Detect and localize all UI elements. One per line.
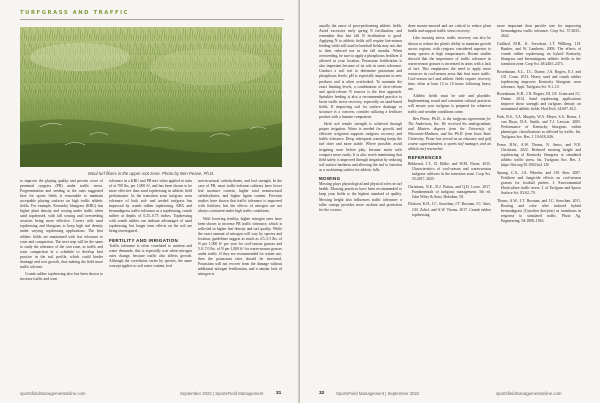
reference-item: Guillard, M.B., K. Sorochan, J.T. Willberg, J.H. Bunker, and W. Lamberts. 2008. The effects of crumb rubber topdressing on hybrid Kentucky bluegrass and bermudagrass athletic fields in the transition zone. Crop Sci. 48:2465–2473. xyxy=(497,41,581,66)
reference-item: Park, B.S., T.A. Murphy, W.A. Meyer, S.A. Bonos, J. van Duyn, D.A. Smith, and T.J. Lawson. 2005. Performance of Kentucky bluegrass within phenotypic classifications as affected by traffic. Int. Turfgrass Soc. Res. J. 10:618–626. xyxy=(497,115,581,140)
page-number xyxy=(276,390,281,396)
reference-item: Dickson, K.H., J.C. Sorochan, J.T. Brosnan, J.C. Stier, J.M. Zobel, and A.W. Thoms. 2017. Crumb rubber topdressing xyxy=(408,202,491,217)
turf-photo xyxy=(20,27,282,167)
footer-website: sportsfieldmanagementonline.com xyxy=(20,391,86,396)
reference-item: Rosenbaum, K.B., J.N. Rogers, III, J.E. Crum and J.C. Dunne. 2014. Sand topdressing applications improve shear strength and turfgrass density on maintained athletic fields. HortTech. 24:607–612. xyxy=(497,92,581,112)
page-number xyxy=(319,390,324,396)
paragraph: non-structural carbohydrates, and leaf strength. In the case of PR, most traffic-tolerant cultivars have lower leaf moisture content, higher total nonstructural carbohydrates, and higher lignin content. Previous studies have shown that traffic tolerance is improved with fertilizer, but the effects of nitrogen are not always consistent under high traffic conditions. xyxy=(198,179,282,214)
right-column-1 xyxy=(319,24,402,215)
running-head: TURFGRASS AND TRAFFIC xyxy=(20,10,130,16)
section-heading-mowing: MOWING xyxy=(319,175,341,181)
footer-issue: SportsField Management | September 2022 xyxy=(336,391,420,396)
page-number-text: 32 xyxy=(319,391,325,396)
reference-item: more important than particle size for improving bermudagrass traffic tolerance. Crop Sci. 57:2635–2642. xyxy=(497,24,581,39)
right-column-3 xyxy=(497,24,581,226)
left-column-3 xyxy=(198,179,282,280)
header-rule xyxy=(20,19,284,20)
paragraph: Athletic fields must be safe and playable. Implementing sound and consistent cultural practices will ensure your turfgrass is prepared for whatever traffic and weather conditions come. xyxy=(408,94,491,114)
reference-item: Bekkerud, J.T., D. Ehlke, and W.M. Nixon. 2015. Characteristics of cool-season and warm-season turfgrass cultivars in the transition zone. Crop Sci. 55:2017–2025. xyxy=(408,161,491,182)
left-column-2 xyxy=(109,179,192,272)
paragraph: Ideal soil tensile strength is achieved through proper irrigation. Water is needed for growth, and effective irrigation supports turfgrass recovery and traffic tolerance. Deep, infrequent watering keeps the turf drier and more stable. Where possible, avoid irrigating soon before play, because moist soils compact more easily. It is also worth mentioning that field safety is improved through irrigation by reducing soil surface hardness and allowing the turf to function as a cushioning surface for athletic falls. xyxy=(319,122,402,172)
paragraph: to improve the playing quality and percent cover of perennial ryegrass (PR) under traffic stress. Pregermination and seeding at the rates suggested here for sports fields is reasonable to maintain acceptable playing surfaces on high traffic athletic fields. For example, Kentucky bluegrass (KBG) has higher plant density and rooting under traffic when sand topdressed, with fall sowing and overseeding sessions being more effective. Covers with sand topdressing and bluegrass to keep high turf density under varying topdressing applications. The best athletic fields are maintained with low tolerance to wear and compaction. The next step will be the same to study the tolerance of the root zone, as traffic and wear compaction in a schedule to develop best practice in the soil profile, which could hinder drainage and root growth, thus making the field more traffic tolerant. xyxy=(20,179,103,269)
paragraph: Like mowing stress, traffic recovery can also be shown to reduce the plant's ability to maintain growth across regions, with ryegrass considered superior to many species at high temperatures. Recent studies showed that the importance of traffic tolerance in warm-season grasses is increased in areas with a lack of turf. This emphasizes the need to apply more resources in cool-season areas that host more traffic. Cool-season turf and athletic fields require recovery time, often at least 12 to 16 hours following heavy use. xyxy=(408,36,491,91)
paragraph: Mowing plays physiological and physical roles in turf health. Mowing practices have been recommended to keep your fields to the highest standard of quality. Mowing height also influences traffic tolerance: a taller canopy provides more cushion and protection for the crowns. xyxy=(319,182,402,212)
left-column-1 xyxy=(20,179,103,285)
right-page xyxy=(300,0,600,403)
page-number-text: 31 xyxy=(276,391,282,396)
author-bio: Ben Pease, Ph.D., is the turfgrass agronomist for The Andersons, Inc. He received his undergraduate and Masters degrees from the University of Wisconsin-Madison, and his Ph.D. from Iowa State University. Pease has served as an educator and golf course superintendent, a sports turf manager, and an athletic turf researcher. xyxy=(408,116,491,152)
photo-caption: Wool turf fibers in the upper root zone. Photo by Ben Pease, Ph.D. xyxy=(87,171,215,176)
paragraph: Crumb rubber topdressing also has been shown to increase traffic and wear xyxy=(20,272,103,282)
paragraph: Traffic tolerance is often correlated to nutrient and water demands; this is especially true when nitrogen rates change, because traffic also affects growth. Although the correlation varies by species, the same concept applies to soil water content, leaf xyxy=(109,244,192,269)
footer-website: sportsfieldmanagementonline.com xyxy=(496,391,562,396)
paragraph: tolerance in a KBG and PR mix when applied at rates of at 700 lbs. per 1,000 ft², and has been shown to be more effective than sand topdressing in athletic field performance. In the transition zone turfgrass wear tolerance of both sod- and seeded turfgrass has improved by crumb rubber topdressing. KBG and bermudagrass traffic tolerance as a topdressing, crumb rubber at depths of 0.25–0.75 inches. Topdressing with crumb rubber can indicate advantages of sand topdressing, but longer term effects on the soil are being investigated. xyxy=(109,179,192,234)
paragraph: done mosaic-mowed and are critical to reduce plant health and support traffic stress recovery. xyxy=(408,24,491,34)
reference-item: Rosenbaum, A.L., J.C. Dunne, J.A. Rogers, E.J. and J.D. Crum. 2013. Heavy sand and crumb rubber topdressing improves Kentucky bluegrass wear tolerance. Appl. Turfgrass Sci. 8:1–10. xyxy=(497,69,581,89)
paragraph: With lowering fertility, higher nitrogen rates have been shown to increase PR traffic tolerance, which is reflected in higher leaf density and turf quality. While the exact amount of nitrogen will vary by species and location, guidelines suggest as much as 4.5–5.5 lbs. of N per 1,000 ft² per year for cool-season grasses and 5.0–7.0 lbs. of N per 1,000 ft² for warm-season grasses under traffic. If they are recommended for winter use, then the potassium rates should be increased. Potassium will not recover from the damage without additional nitrogen fertilization, and a similar lack of nitrogen is xyxy=(198,216,282,277)
right-column-2 xyxy=(408,24,491,220)
reference-item: Sprang, C.A., J.A. Wheeler, and J.W. Stier. 2007. Fertilizer and fungicide effects on cool-season grasses for football pitches. J. Environmental Horticulture traffic stress. J. of Turfgrass and Sports Surface Sci. 83:62–70. xyxy=(497,170,581,195)
section-heading-fertility: FERTILITY AND IRRIGATION xyxy=(109,237,179,243)
footer-issue: September 2022 | SportsField Management xyxy=(180,391,264,396)
reference-item: Pease, B.W., A.W. Thoms, N. Amos, and N.E. Christians. 2022. Reduced mowing height and topdressing of Kentucky bluegrass to simulated athletic traffic stress. Int. Turfgrass Soc. Res. J. https://doi.org/10.1002/its2.120 xyxy=(497,142,581,168)
reference-item: Christians, N.E., D.J. Patton, and Q.D. Lowe. 2017. Fundamentals of turfgrass management. 5th ed. John Wiley & Sons, Hoboken, NJ. xyxy=(408,184,491,199)
section-heading-references: REFERENCES xyxy=(408,155,443,161)
paragraph: usually the cause of poor-performing athletic fields. Avoid excessive early spring N fertilization, and remember that late fall N fertilization is good. Applying N to athletic fields will require late-season feeding while still used in baseball fields may not, due to their reduced use in the fall months. When overseeding, be sure to apply a phosphorus fertilizer if allowed in your location. Potassium fertilization is also important because of its role in stress tolerance. Conduct a soil test to determine potassium and phosphorus levels; pH is especially important in new products and is often overlooked. To maintain the exact limiting levels, a combination of slow-release and quick-release N sources is the best approach. Sprinkler feeding is also a recommended practice to boost traffic stress recovery, especially on sand-based fields. If improving soil for surface drainage or structure is a concern, consider utilizing a fertilizer product with a humate component. xyxy=(319,24,402,119)
reference-item: Thoms, A.W., J.T. Brosnan, and J.C. Sorochan. 2011. Rooting and color after induced hybrid bermudagrass (Cynodon dactylon) as transitions in response to simulated traffic. Photo Ag. Engineering. 94:1808–1816. xyxy=(497,198,581,223)
